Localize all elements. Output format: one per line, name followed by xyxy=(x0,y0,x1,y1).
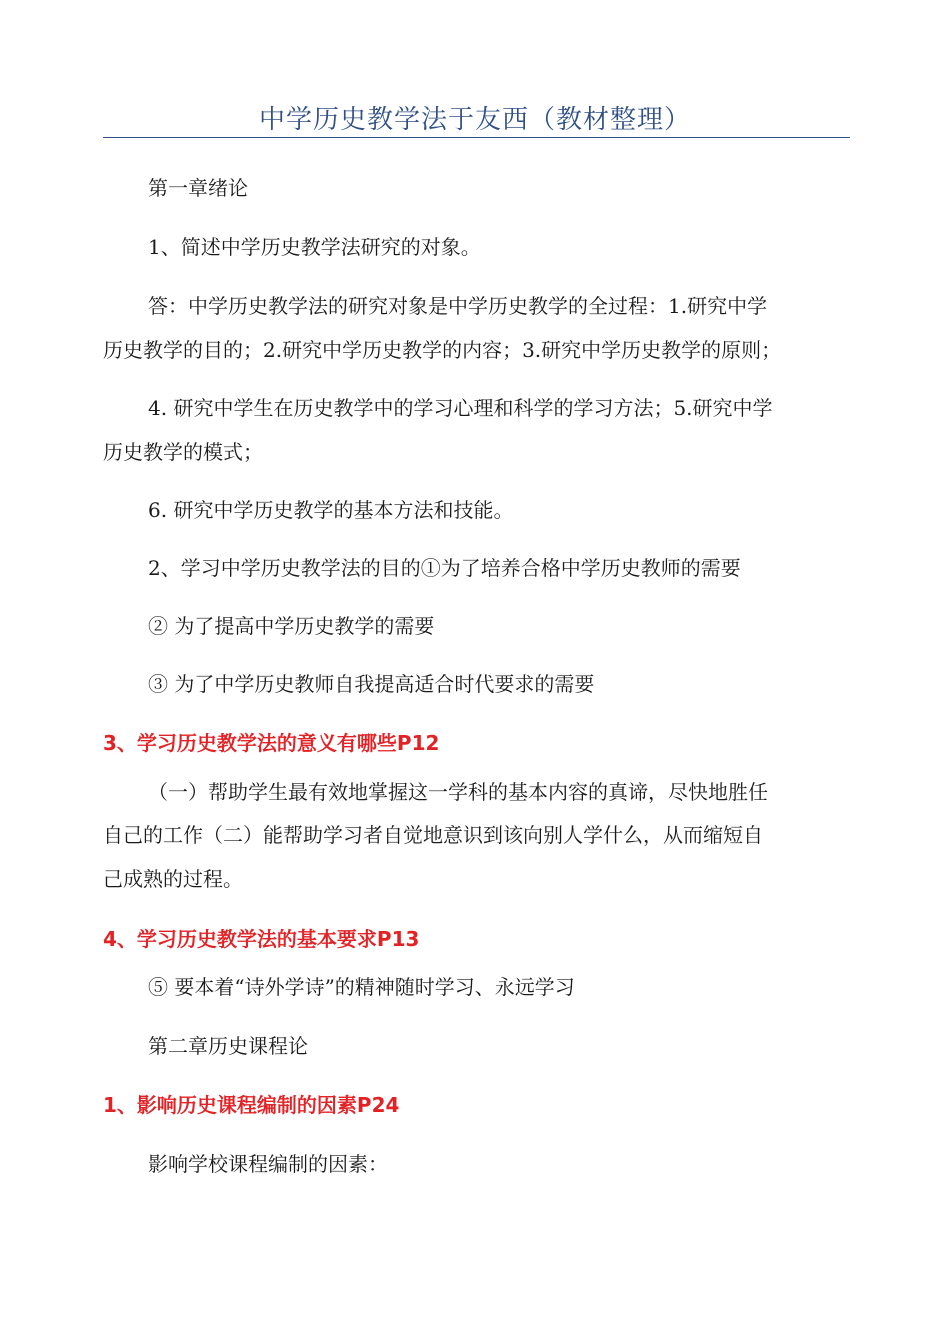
red-heading: 4、学习历史教学法的基本要求P13 xyxy=(103,927,420,951)
answer-text: 历史教学的目的；2.研究中学历史教学的内容；3.研究中学历史教学的原则； xyxy=(103,338,782,362)
chapter-heading: 第一章绪论 xyxy=(148,176,248,200)
list-item: ⑤ 要本着“诗外学诗”的精神随时学习、永远学习 xyxy=(148,975,575,999)
body-text: 影响学校课程编制的因素： xyxy=(148,1152,388,1176)
answer-text: 己成熟的过程。 xyxy=(103,867,243,891)
question-text: 1、简述中学历史教学法研究的对象。 xyxy=(148,235,481,259)
question-text: 2、学习中学历史教学法的目的①为了培养合格中学历史教师的需要 xyxy=(148,556,741,580)
answer-text: （一）帮助学生最有效地掌握这一学科的基本内容的真谛，尽快地胜任 xyxy=(148,780,768,804)
answer-text: 自己的工作（二）能帮助学习者自觉地意识到该向别人学什么，从而缩短自 xyxy=(103,823,763,847)
list-item: ② 为了提高中学历史教学的需要 xyxy=(148,614,435,638)
answer-text: 历史教学的模式； xyxy=(103,440,263,464)
red-heading: 3、学习历史教学法的意义有哪些P12 xyxy=(103,731,440,755)
answer-text: 4. 研究中学生在历史教学中的学习心理和科学的学习方法；5.研究中学 xyxy=(148,396,773,420)
answer-text: 答：中学历史教学法的研究对象是中学历史教学的全过程：1.研究中学 xyxy=(148,294,768,318)
title-underline xyxy=(103,137,850,138)
chapter-heading: 第二章历史课程论 xyxy=(148,1034,308,1058)
list-item: ③ 为了中学历史教师自我提高适合时代要求的需要 xyxy=(148,672,595,696)
red-heading: 1、影响历史课程编制的因素P24 xyxy=(103,1093,400,1117)
answer-text: 6. 研究中学历史教学的基本方法和技能。 xyxy=(148,498,514,522)
page-title: 中学历史教学法于友西（教材整理） xyxy=(258,105,691,135)
